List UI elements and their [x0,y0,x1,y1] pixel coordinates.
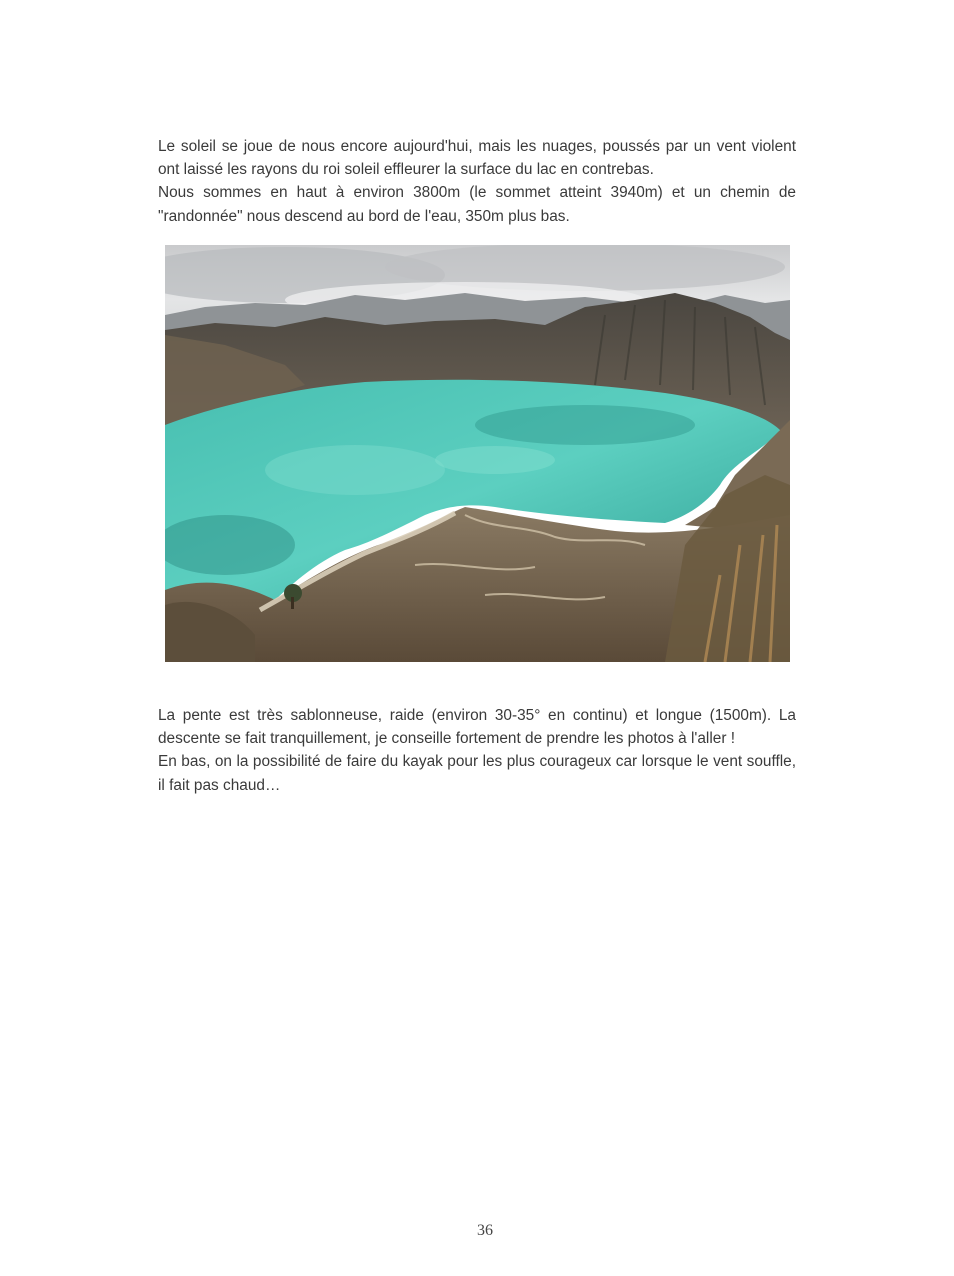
text-block-top [158,135,796,228]
page-number: 36 [477,1222,493,1239]
paragraph: Le soleil se joue de nous encore aujourd'hui, mais les nuages, poussés par un vent violent ont laissé les rayons du roi soleil effleurer la surface du lac en contrebas. [158,138,796,179]
crater-lake-photo [165,245,790,662]
paragraph: Nous sommes en haut à environ 3800m (le sommet atteint 3940m) et un chemin de "randonnée" nous descend au bord de l'eau, 350m plus bas. [158,184,796,225]
paragraph: La pente est très sablonneuse, raide (environ 30-35° en continu) et longue (1500m). La descente se fait tranquillement, je conseille fortement de prendre les photos à l'aller ! [158,707,796,748]
paragraph: En bas, on la possibilité de faire du kayak pour les plus courageux car lorsque le vent souffle, il fait pas chaud… [158,753,796,794]
text-block-bottom [158,704,796,797]
